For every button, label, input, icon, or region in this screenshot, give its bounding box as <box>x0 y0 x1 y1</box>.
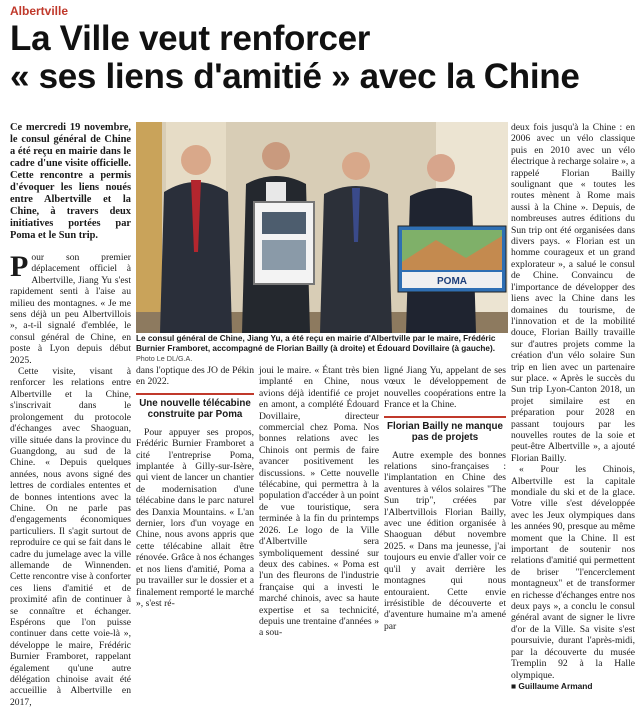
paragraph-3: dans l'optique des JO de Pékin en 2022. <box>136 365 254 388</box>
photo-credit: Photo Le DL/G.A. <box>136 354 193 364</box>
drop-cap: P <box>10 250 29 283</box>
article-photo <box>136 122 508 333</box>
column-5 <box>511 122 636 691</box>
column-1 <box>10 122 131 708</box>
column-2 <box>136 365 254 609</box>
headline-line-1: La Ville veut renforcer <box>10 19 371 58</box>
headline-line-2: « ses liens d'amitié » avec la Chine <box>10 57 580 96</box>
paragraph-2: Cette visite, visant à renforcer les relations entre Albertville et la Chine, s'inscrivait dans le prolongement du protocole d'échanges avec Shaoguan, ville située dans la province du Guangdong, au sud de la Chine. « Depuis quelques années, nous avons signé des lettres de cordiales ententes et de bonnes intentions avec la Chine. On ne parle pas d'engagements économiques particuliers. Il s'agit surtout de reproduire ce qui se fait dans le cadre du jumelage avec la ville allemande de Winnenden. Cette rencontre vise à conforter ces liens d'amitié et de proximité afin de continuer à se connaître et échanger. Espérons que l'on puisse continuer dans cette voie-là », développe le maire, Frédéric Burnier Framboret, rappelant également qu'une autre délégation chinoise avait été accueillie à Albertville en 2017, <box>10 366 131 708</box>
paragraph-5: joui le maire. « Étant très bien implanté en Chine, nous avions déjà identifié ce projet en amont, a complété Édouard Dovillaire, directeur commercial chez Poma. Nos bonnes relations avec les Chinois ont permis de faire avancer positivement les discussions. » Cette nouvelle télécabine, qui permettra à la population d'accéder à un point de vue touristique, sera terminée à la fin du printemps 2026. Le logo de la Ville d'Albertville sera symboliquement dessiné sur deux des cabines. « Poma est l'un des fleurons de l'industrie française qui a investi le marché chinois, avec sa haute expertise et sa technicité, depuis une trentaine d'années » a sou- <box>259 365 380 639</box>
paragraph-6: ligné Jiang Yu, appelant de ses vœux le développement de nouvelles coopérations entre la France et la Chine. <box>384 365 506 411</box>
subheading-bailly: Florian Bailly ne manque pas de projets <box>384 416 506 446</box>
photo-caption <box>136 334 508 365</box>
photo-illustration <box>136 122 508 333</box>
section-kicker: Albertville <box>10 4 69 18</box>
column-4 <box>384 365 506 632</box>
caption-text: Le consul général de Chine, Jiang Yu, a été reçu en mairie d'Albertville par le maire, Frédéric Burnier Framboret, accompagné de Florian Bailly (à droite) et Édouard Dovillaire (à gauche). <box>136 334 496 354</box>
paragraph-8: deux fois jusqu'à la Chine : en 2006 avec un vélo classique puis en 2010 avec un vélo électrique à recharge solaire », a rappelé Florian Bailly soulignant que « toutes les routes mènent à Rome mais aussi à la Chine ». Depuis, de nombreuses autres éditions du Sun trip ont été organisées dans divers pays. « Florian est un homme courageux et un grand explorateur », a salué le consul de Chine. Convaincu de l'importance de développer des liens avec la Chine dans les domaines du tourisme, de l'innovation et de la mobilité douce, Florian Bailly travaille sur d'autres projets comme la création d'un vélo solaire Sun trip en lien avec un partenaire sur place. « Après le succès du Sun trip Lyon-Canton 2018, un projet similaire est en préparation pour 2028 en passant toujours par les nouvelles routes de la soie et peut-être Albertville », a ajouté Florian Bailly. <box>511 122 635 464</box>
article-lead: Ce mercredi 19 novembre, le consul général de Chine a été reçu en mairie dans le cadre d'une visite officielle. Cette rencontre a permis d'évoquer les liens noués entre Albertville et la Chine, à travers deux initiatives portées par Poma et le Sun trip. <box>10 122 131 241</box>
paragraph-1: Pour son premier déplacement officiel à Albertville, Jiang Yu s'est rapidement senti à l'aise au milieu des montagnes. « Je me sens déjà un peu Albertvillois », a-t-il signalé d'emblée, le consul général de Chine, en poste à Lyon depuis début 2025. <box>10 250 131 366</box>
author-signature: ■ Guillaume Armand <box>511 680 593 691</box>
paragraph-7: Autre exemple des bonnes relations sino-françaises : l'implantation en Chine des aventures à vélos solaires "The Sun trip", créées par l'Albertvillois Florian Bailly, avec une édition organisée à Shaoguan début novembre 2025. « Dans ma jeunesse, j'ai toujours eu envie d'aller voir ce qu'il y avait derrière les montagnes qui nous entouraient. Cette envie irrésistible de découverte et d'aventure humaine m'a amené par <box>384 449 506 632</box>
column-3 <box>259 365 380 639</box>
subheading-poma: Une nouvelle télécabine construite par Poma <box>136 393 254 423</box>
paragraph-9: « Pour les Chinois, Albertville est la capitale mondiale du ski et de la glace. Votre ville s'est développée avec les Jeux olympiques dans les années 90, presque au même moment que la Chine. Il est important de soutenir nos relations d'amitié qui permettent de briser "l'encerclement montagneux" et de transformer en richesse d'échanges entre nos deux pays », a conclu le consul général avant de signer le livre d'or de la Ville. Sa visite s'est poursuivie, durant l'après-midi, par la découverte du musée Tremplin 92 à la Halle olympique. <box>511 464 636 681</box>
paragraph-4: Pour appuyer ses propos, Frédéric Burnier Framboret a cité l'entreprise Poma, implantée à Gilly-sur-Isère, qui vient de lancer un chantier de modernisation d'une télécabine dans le parc naturel des Danxia Mountains. « L'an dernier, lors d'un voyage en Chine, nous avons appris que cette télécabine allait être rénovée. Grâce à nos échanges et nos liens d'amitié, Poma a pu travailler sur le dossier et a finalement remporté le marché », s'est ré- <box>136 426 254 609</box>
poster-logo: POMA <box>437 276 467 287</box>
headline <box>10 20 635 96</box>
